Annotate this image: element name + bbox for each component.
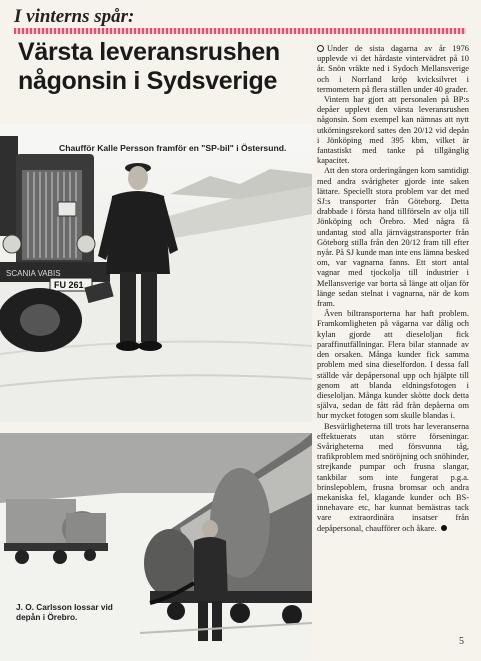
article-paragraph: Besvärligheterna till trots har leveranserna effektuerats utan större förseningar. Svårigheterna med försvunna tåg, trafikproblem med snöröjning och snöhinder, strejkande pumpar och frusna slangar, tankbilar som inte fungerat p.g.a. brinslepoblem, frusna bromsar och andra mekaniska fel, klagande kunder och BS-innehavare etc, har kunnat bemästras tack vare extraordinära insatser från depåpersonal, chaufförer och åkare.: [317, 421, 469, 533]
article-paragraph: Under de sista dagarna av år 1976 upplevde vi det hårdaste vintervädret på 10 år. Snön vräkte ned i Sydoch Mellansverige och i Norrland kröp kvicksilvret i termometern på flera ställen under 40 grader.: [317, 44, 469, 94]
photo-tank-wagons: [0, 433, 312, 659]
section-kicker: I vinterns spår:: [14, 6, 135, 27]
photo-tank-wagons-image: [0, 433, 312, 659]
article-paragraph: Även biltransporterna har haft problem. Framkomligheten på vägarna var dålig och kylan gjorde att dieseloljan fick paraffinutfällningar. Flera bilar stannade av den orsaken. Många kunder fick samma problem med sina dieselfordon. I dessa fall ställde vår depåpersonal upp och hjälpte till genom att blanda eldningsfotogen i dieseloljan. Många kunder skötte dock detta själva, sedan de fått råd från depåerna om hur mycket fotogen som skulle blandas i.: [317, 309, 469, 421]
article-paragraph: Vintern har gjort att personalen på BP:s depåer upplevt den värsta leveransrushen någonsin. Som exempel kan nämnas att nytt utkörningsrekord sattes den 20/12 vid depån i Jönköping med 395 kbm, vilket är fantastiskt med tanke på tillgänglig kapacitet.: [317, 95, 469, 166]
license-plate-text: FU 261: [54, 280, 84, 290]
photo-caption-bottom: J. O. Carlsson lossar vid depån i Örebro.: [16, 602, 113, 622]
bullet-circle-icon: [317, 45, 324, 52]
article-headline: Värsta leveransrushen någonsin i Sydsverige: [18, 38, 280, 95]
end-mark-icon: [441, 525, 447, 531]
article-paragraph: Att den stora orderingången kom samtidigt med andra svårigheter gjorde inte saken lättare. Speciellt stora problem var det med SJ:s transporter från Göteborg. Detta drabbade i första hand tillförseln av olja till Jönköping och Örebro. Med några få undantag stod alla järnvägstransporter från Göteborg stilla från den 20/12 fram till efter nyår. På SJ kunde man inte ens lämna besked om, var vagnarna fanns. Ett stort antal vagnar med tjockolja till industrier i Mellansverige var borta så länge att oljan för länge sedan stelnat i vagnarna, när de kom fram.: [317, 166, 469, 309]
photo-chauffeur-truck: [0, 124, 312, 422]
photo-caption-top: Chaufför Kalle Persson framför en "SP-bil" i Östersund.: [59, 143, 287, 153]
truck-grille-text: SCANIA VABIS: [6, 269, 61, 278]
photo-chauffeur-truck-image: [0, 124, 312, 422]
decorative-rule-bar: [14, 28, 466, 34]
article-body: [317, 44, 469, 534]
page-number: 5: [459, 636, 464, 647]
